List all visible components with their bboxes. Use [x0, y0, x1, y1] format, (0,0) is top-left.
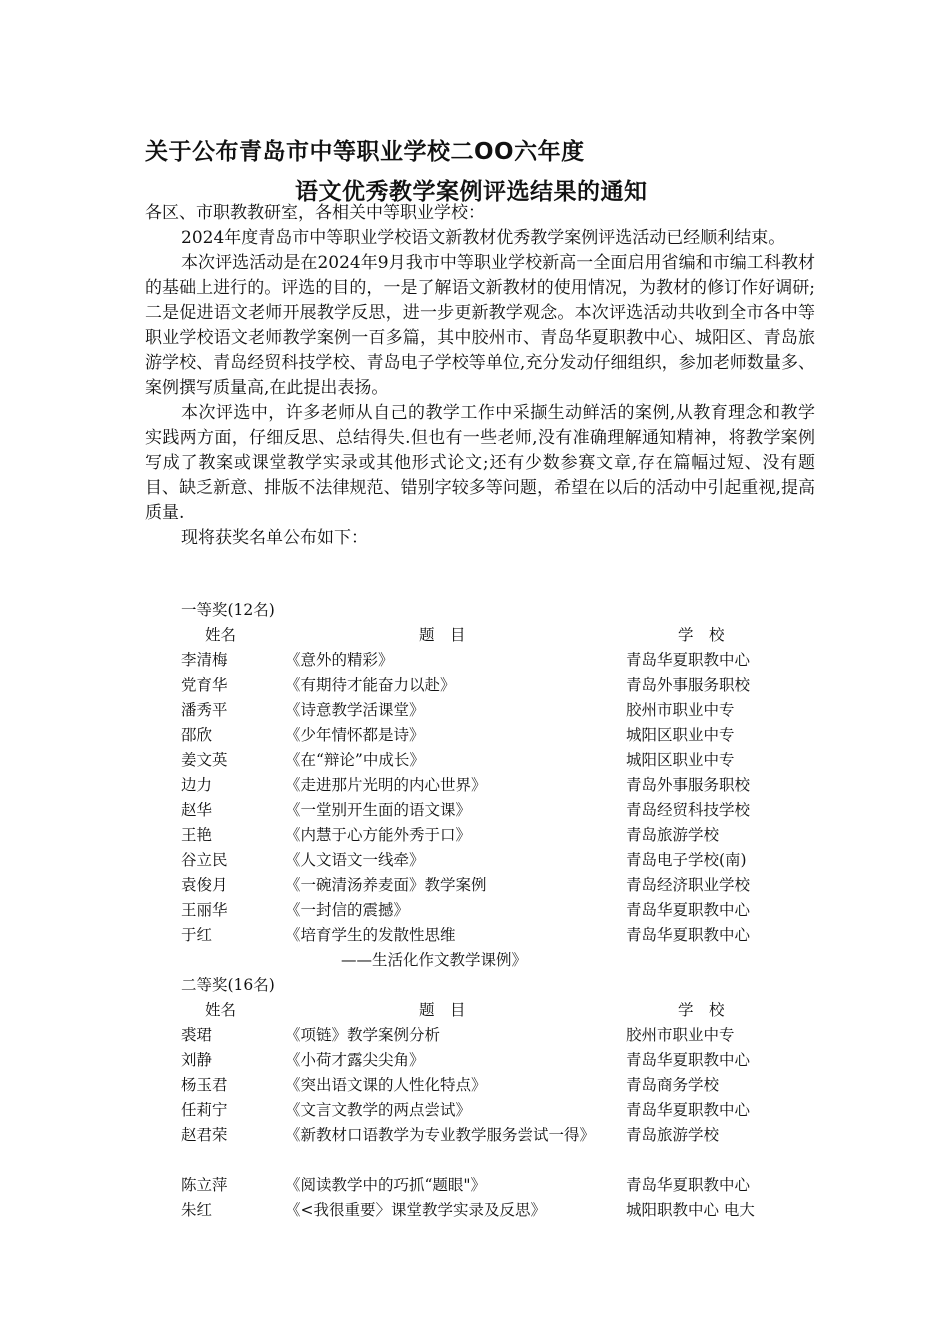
winner-name: 赵君荣	[181, 1126, 228, 1144]
first-prize-heading: 一等奖(12名)	[181, 601, 275, 619]
table-row	[145, 1173, 825, 1198]
school-name: 青岛电子学校(南)	[626, 851, 747, 869]
school-name: 青岛华夏职教中心	[626, 901, 751, 919]
winner-name: 潘秀平	[181, 701, 228, 719]
school-name: 青岛华夏职教中心	[626, 1176, 751, 1194]
case-title: 《有期待才能奋力以赴》	[285, 676, 456, 694]
table-row	[145, 873, 825, 898]
school-name: 青岛华夏职教中心	[626, 1101, 751, 1119]
school-name: 青岛华夏职教中心	[626, 651, 751, 669]
case-title: 《<我很重要〉课堂教学实录及反思》	[285, 1201, 546, 1219]
table-row	[145, 798, 825, 823]
case-title: 《培育学生的发散性思维	[285, 926, 456, 944]
table-row	[145, 648, 825, 673]
school-name: 青岛外事服务职校	[626, 676, 751, 694]
header-school: 学 校	[678, 1001, 725, 1019]
winner-name: 陈立萍	[181, 1176, 228, 1194]
case-title: 《新教材口语教学为专业教学服务尝试一得》	[285, 1126, 596, 1144]
header-name: 姓名	[205, 626, 237, 644]
school-name: 青岛旅游学校	[626, 1126, 720, 1144]
paragraph: 本次评选活动是在2024年9月我市中等职业学校新高一全面启用省编和市编工科教材的基础上进行的。评选的目的，一是了解语文新教材的使用情况，为教材的修订作好调研;二是促进语文老师开展教学反思，进一步更新教学观念。本次评选活动共收到全市各中等职业学校语文老师教学案例一百多篇，其中胶州市、青岛华夏职教中心、城阳区、青岛旅游学校、青岛经贸科技学校、青岛电子学校等单位,充分发动仔细组织，参加老师数量多、案例撰写质量高,在此提出表扬。	[145, 253, 815, 398]
winner-name: 刘静	[181, 1051, 213, 1069]
case-subtitle: ——生活化作文教学课例》	[341, 951, 528, 969]
winner-name: 姜文英	[181, 751, 228, 769]
salutation: 各区、市职教教研室，各相关中等职业学校：	[145, 203, 485, 223]
school-name: 青岛华夏职教中心	[626, 926, 751, 944]
winner-name: 杨玉君	[181, 1076, 228, 1094]
table-row	[145, 1098, 825, 1123]
case-title: 《小荷才露尖尖角》	[285, 1051, 425, 1069]
case-title: 《诗意教学活课堂》	[285, 701, 425, 719]
case-title: 《人文语文一线牵》	[285, 851, 425, 869]
school-name: 青岛外事服务职校	[626, 776, 751, 794]
school-name: 青岛旅游学校	[626, 826, 720, 844]
winner-name: 边力	[181, 776, 213, 794]
table-row	[145, 748, 825, 773]
header-school: 学 校	[678, 626, 725, 644]
case-title: 《走进那片光明的内心世界》	[285, 776, 487, 794]
winner-name: 裘珺	[181, 1026, 213, 1044]
paragraph: 本次评选中，许多老师从自己的教学工作中采撷生动鲜活的案例,从教育理念和教学实践两方面，仔细反思、总结得失.但也有一些老师,没有准确理解通知精神，将教学案例写成了教案或课堂教学实录或其他形式论文;还有少数参赛文章,存在篇幅过短、没有题目、缺乏新意、排版不法律规范、错别字较多等问题，希望在以后的活动中引起重视,提高质量.	[145, 403, 815, 523]
school-name: 青岛华夏职教中心	[626, 1051, 751, 1069]
winner-name: 李清梅	[181, 651, 228, 669]
case-title: 《少年情怀都是诗》	[285, 726, 425, 744]
table-row	[145, 1123, 825, 1173]
table-row	[145, 898, 825, 923]
school-name: 胶州市职业中专	[626, 1026, 735, 1044]
announce-line: 现将获奖名单公布如下：	[181, 528, 368, 548]
school-name: 青岛商务学校	[626, 1076, 720, 1094]
paragraph: 2024年度青岛市中等职业学校语文新教材优秀教学案例评选活动已经顺利结束。	[181, 228, 786, 248]
winner-name: 谷立民	[181, 851, 228, 869]
table-row	[145, 923, 825, 948]
winner-name: 王艳	[181, 826, 213, 844]
winner-name: 于红	[181, 926, 213, 944]
document-title-line2: 语文优秀教学案例评选结果的通知	[295, 179, 648, 205]
table-row	[145, 1048, 825, 1073]
school-name: 城阳区职业中专	[626, 726, 735, 744]
case-title: 《一碗清汤养麦面》教学案例	[285, 876, 487, 894]
table-row	[145, 698, 825, 723]
case-title: 《一封信的震撼》	[285, 901, 410, 919]
table-row	[145, 723, 825, 748]
case-title: 《在“辩论”中成长》	[285, 751, 425, 769]
winner-name: 朱红	[181, 1201, 213, 1219]
second-prize-heading: 二等奖(16名)	[181, 976, 275, 994]
header-title: 题 目	[419, 1001, 466, 1019]
table-row-continuation	[145, 948, 825, 973]
winner-name: 邵欣	[181, 726, 213, 744]
school-name: 青岛经贸科技学校	[626, 801, 751, 819]
table-row	[145, 1073, 825, 1098]
case-title: 《意外的精彩》	[285, 651, 394, 669]
case-title: 《文言文教学的两点尝试》	[285, 1101, 472, 1119]
winner-name: 王丽华	[181, 901, 228, 919]
winner-name: 党育华	[181, 676, 228, 694]
table-row	[145, 773, 825, 798]
case-title: 《一堂别开生面的语文课》	[285, 801, 472, 819]
table-row	[145, 1023, 825, 1048]
case-title: 《项链》教学案例分析	[285, 1026, 441, 1044]
table-row	[145, 673, 825, 698]
case-title: 《阅读教学中的巧抓“题眼"》	[285, 1176, 487, 1194]
header-title: 题 目	[419, 626, 466, 644]
school-name: 城阳职教中心 电大	[626, 1201, 755, 1219]
school-name: 青岛经济职业学校	[626, 876, 751, 894]
table-row	[145, 823, 825, 848]
winner-name: 任莉宁	[181, 1101, 228, 1119]
case-title: 《内慧于心方能外秀于口》	[285, 826, 472, 844]
document-title-line1: 关于公布青岛市中等职业学校二OO六年度	[145, 139, 585, 165]
winner-name: 赵华	[181, 801, 213, 819]
school-name: 胶州市职业中专	[626, 701, 735, 719]
table-row	[145, 1198, 825, 1223]
table-header	[145, 998, 825, 1023]
case-title: 《突出语文课的人性化特点》	[285, 1076, 487, 1094]
notice-body	[145, 201, 815, 551]
winner-name: 袁俊月	[181, 876, 228, 894]
header-name: 姓名	[205, 1001, 237, 1019]
table-header	[145, 623, 825, 648]
school-name: 城阳区职业中专	[626, 751, 735, 769]
table-row	[145, 848, 825, 873]
